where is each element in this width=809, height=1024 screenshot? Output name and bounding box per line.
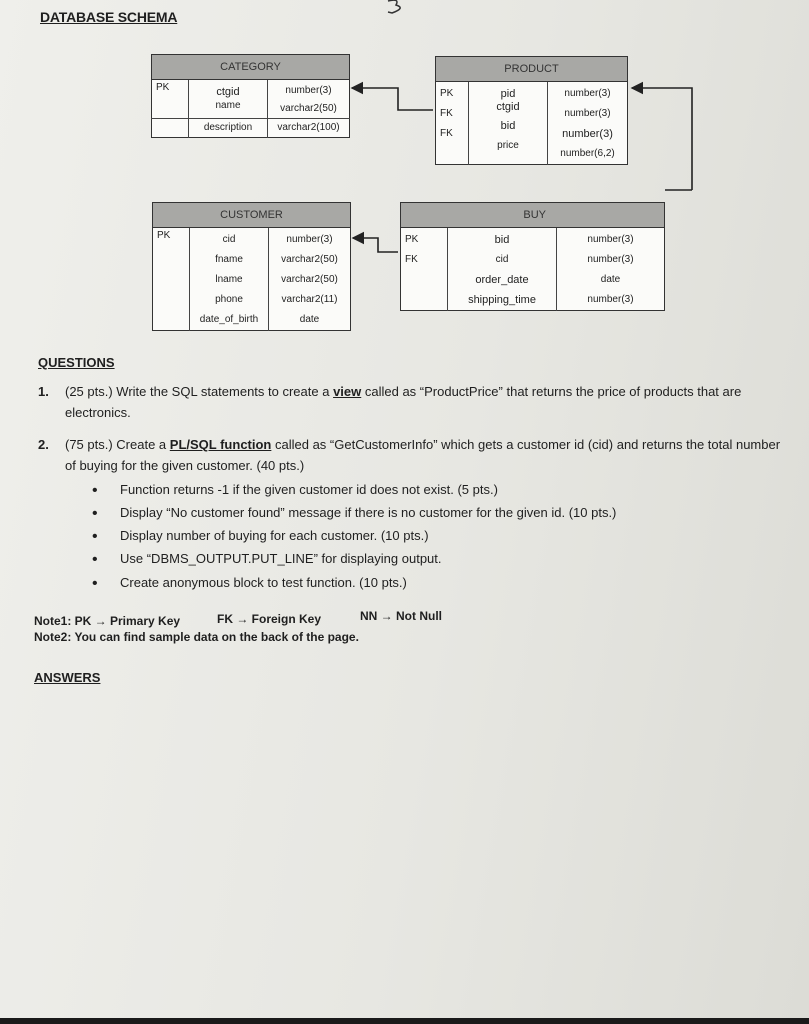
customer-pk: PK <box>157 230 171 241</box>
buy-type: date <box>600 274 621 285</box>
customer-table <box>152 202 351 331</box>
category-product-link <box>352 88 433 110</box>
customer-type: varchar2(11) <box>281 294 338 305</box>
product-type: number(3) <box>564 108 611 119</box>
product-field: bid <box>500 120 516 132</box>
customer-type: varchar2(50) <box>281 274 338 285</box>
category-table <box>151 54 350 138</box>
buy-field: cid <box>495 254 509 265</box>
note-2: Note2: You can find sample data on the back of the page. <box>34 630 359 644</box>
category-field: description <box>189 119 268 138</box>
page-title: DATABASE SCHEMA <box>40 9 178 25</box>
handwritten-mark <box>382 0 412 16</box>
note-1-pk: Note1: PK → Primary Key <box>34 614 181 628</box>
customer-field: date_of_birth <box>199 314 259 325</box>
question-2-text: (75 pts.) Create a <box>65 437 170 452</box>
note-1-fk: FK → Foreign Key <box>217 612 322 626</box>
product-key: FK <box>440 128 453 139</box>
question-2-text: of buying for the given customer. (40 pts.) <box>65 458 305 473</box>
customer-type: number(3) <box>286 234 333 245</box>
category-type: number(3) <box>285 85 332 96</box>
category-title: CATEGORY <box>152 55 350 80</box>
question-1-text: electronics. <box>65 405 131 420</box>
buy-type: number(3) <box>587 234 634 245</box>
customer-field: cid <box>222 234 236 245</box>
page-edge <box>0 1018 809 1024</box>
buy-type: number(3) <box>587 254 634 265</box>
buy-field: order_date <box>475 274 529 286</box>
customer-title: CUSTOMER <box>153 203 351 228</box>
category-pk: PK <box>156 82 170 93</box>
buy-field: bid <box>494 234 510 246</box>
customer-field: phone <box>215 294 243 305</box>
buy-field: shipping_time <box>468 294 536 306</box>
questions-heading: QUESTIONS <box>38 355 115 370</box>
customer-field: lname <box>215 274 243 285</box>
question-2 <box>38 435 809 475</box>
product-table <box>435 56 628 165</box>
question-2-keyword: PL/SQL function <box>169 437 272 452</box>
product-key: FK <box>440 108 453 119</box>
category-field: ctgid <box>216 86 240 98</box>
note-1-nn: NN → Not Null <box>360 609 442 623</box>
buy-type: number(3) <box>587 294 634 305</box>
question-2-number: 2. <box>38 437 49 452</box>
question-2-text: called as “GetCustomerInfo” which gets a customer id (cid) and returns the total number <box>271 437 781 452</box>
buy-key: PK <box>405 234 419 245</box>
product-type: number(3) <box>562 128 613 140</box>
product-field: ctgid <box>496 101 520 113</box>
customer-buy-link <box>353 238 398 252</box>
customer-field: fname <box>215 254 243 265</box>
category-type: varchar2(50) <box>280 103 337 114</box>
question-1-keyword: view <box>333 384 362 399</box>
question-1-text: called as “ProductPrice” that returns the price of products that are <box>361 384 742 399</box>
product-field: pid <box>500 88 516 100</box>
product-type: number(6,2) <box>560 148 615 159</box>
question-1 <box>38 382 798 422</box>
question-1-text: (25 pts.) Write the SQL statements to create a <box>65 384 334 399</box>
customer-type: date <box>299 314 320 325</box>
product-buy-link <box>632 88 692 190</box>
product-type: number(3) <box>564 88 611 99</box>
product-title: PRODUCT <box>436 57 628 82</box>
customer-type: varchar2(50) <box>281 254 338 265</box>
question-1-number: 1. <box>38 384 49 399</box>
category-type: varchar2(100) <box>268 119 350 138</box>
product-field: price <box>497 140 519 151</box>
buy-key: FK <box>405 254 418 265</box>
product-key: PK <box>440 88 454 99</box>
buy-table <box>400 202 665 311</box>
answers-heading: ANSWERS <box>34 670 101 685</box>
buy-title: BUY <box>401 203 665 228</box>
category-field: name <box>215 100 241 111</box>
